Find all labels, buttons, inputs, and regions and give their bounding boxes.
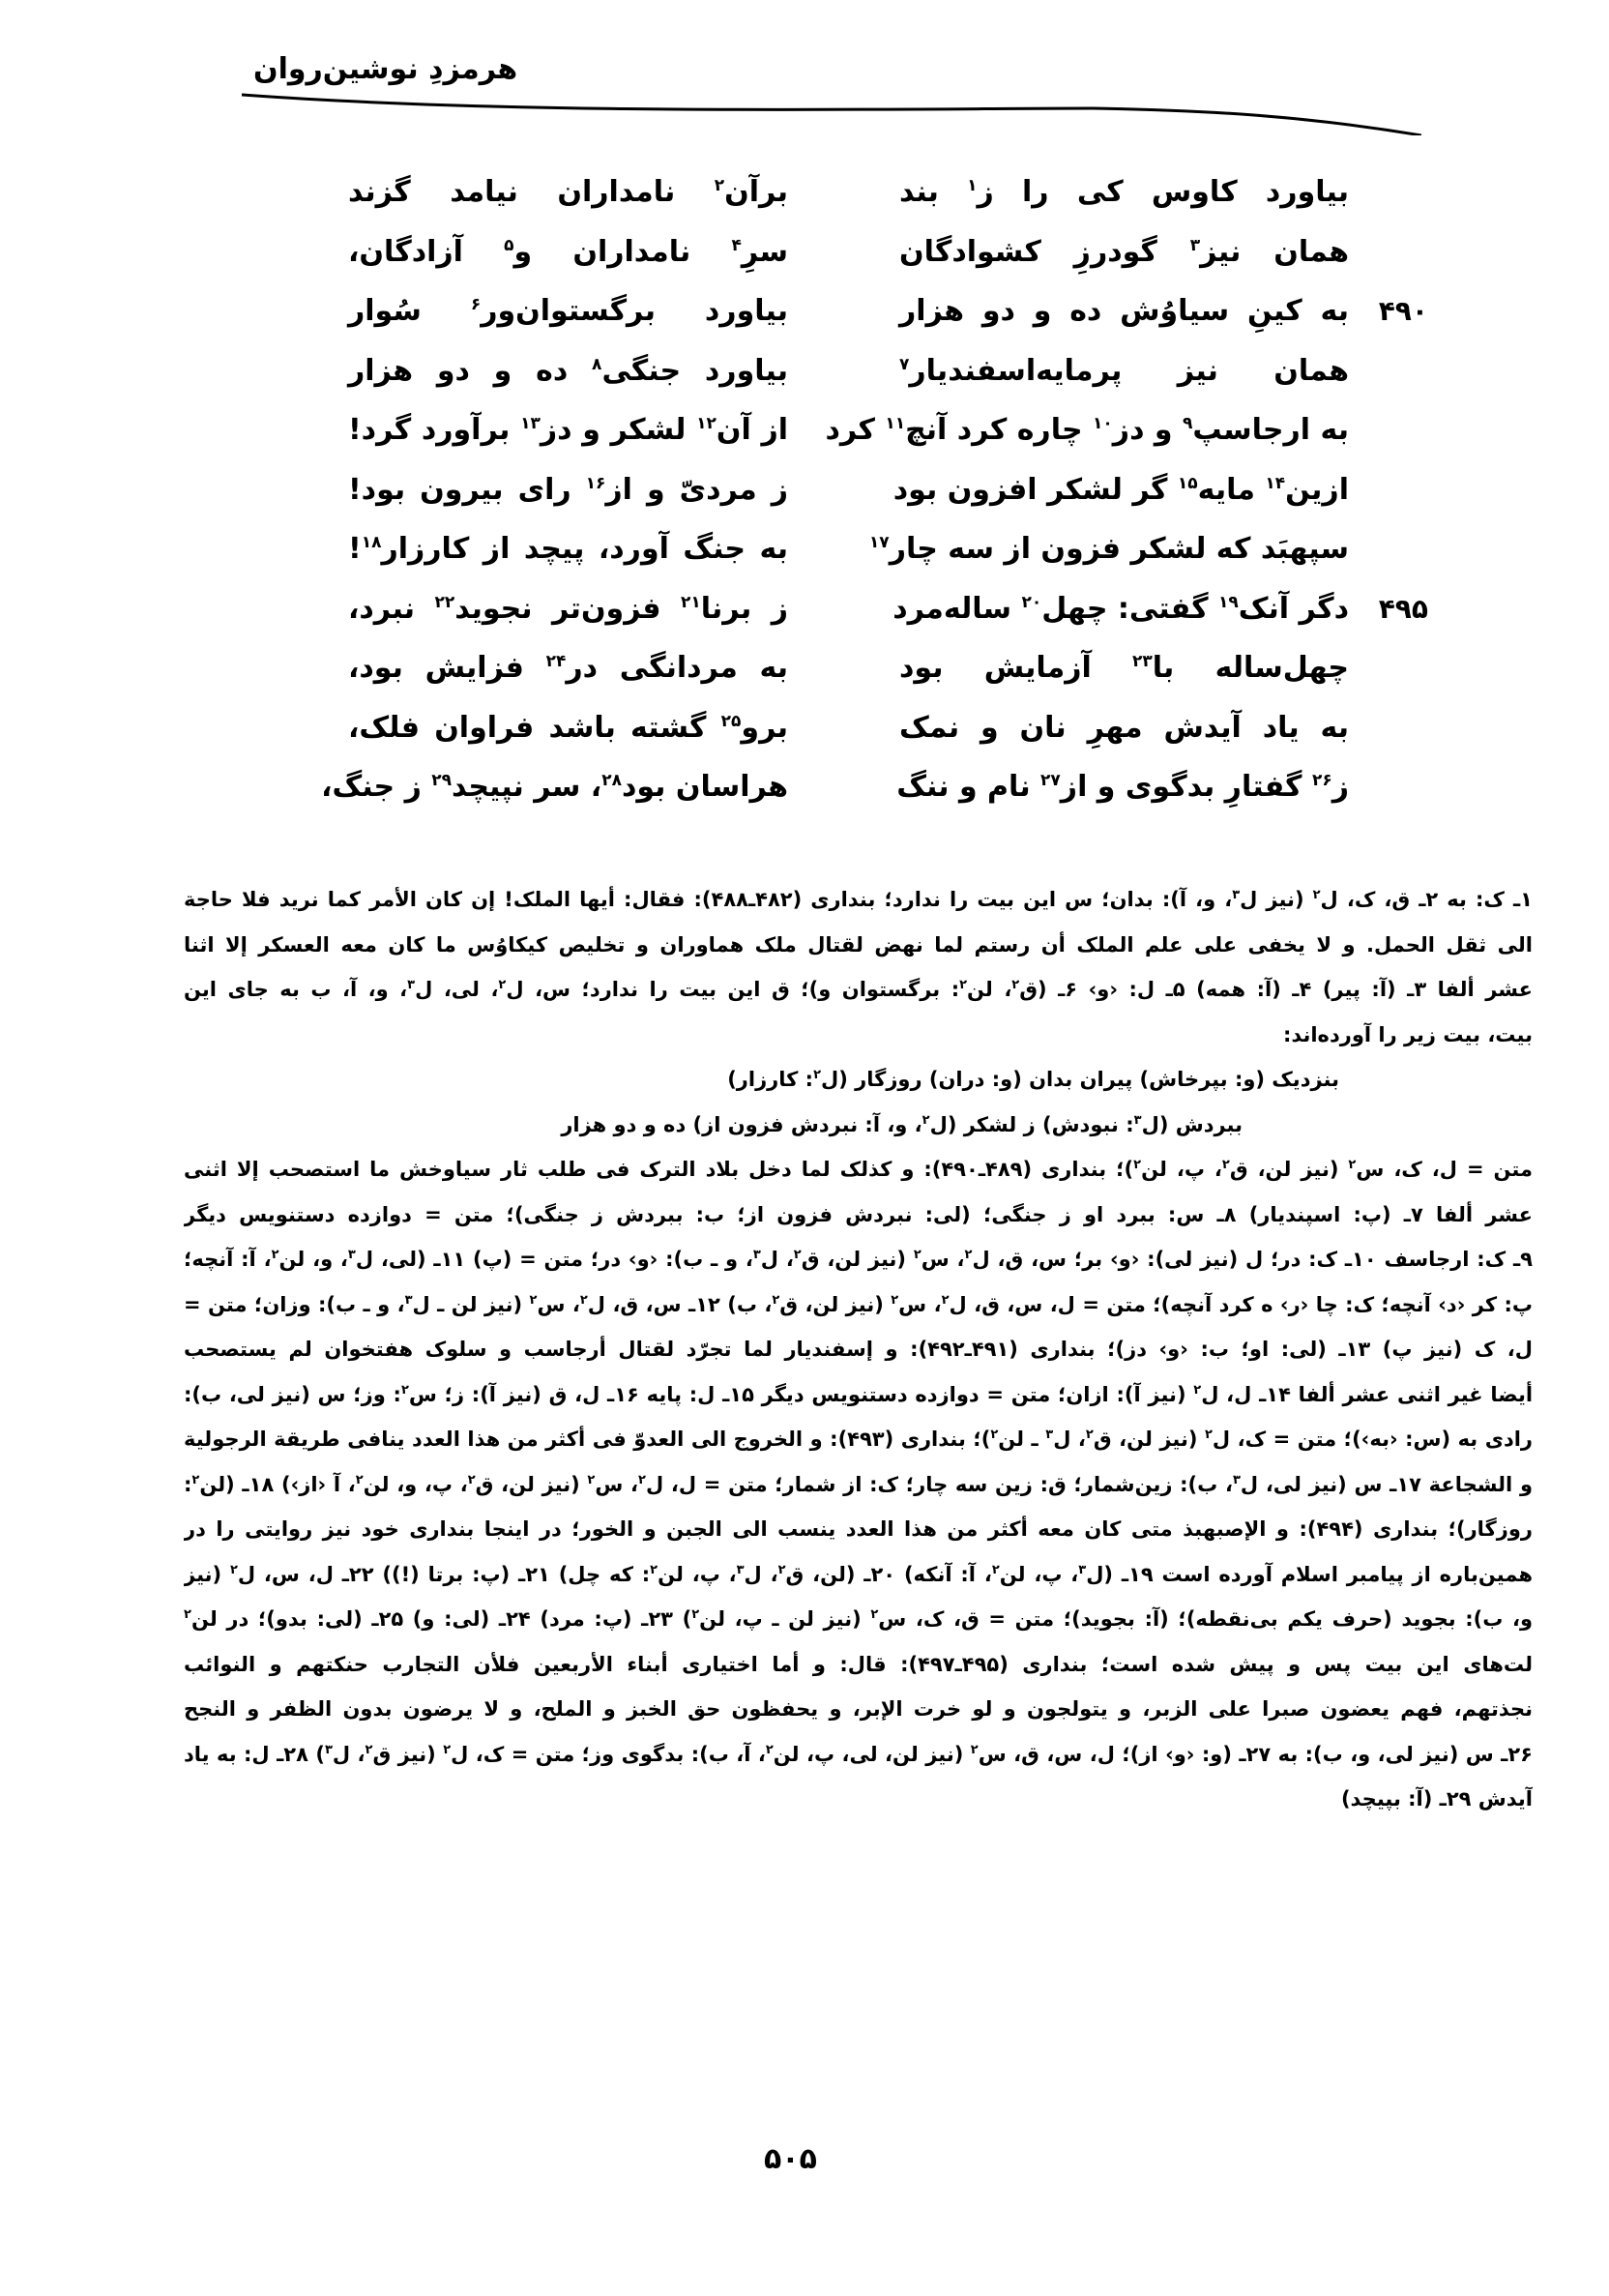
verse-hemistich: ز برنا$^{۲۱}$ فزون‌تر نجوید$^{۲۲}$ نبرد، xyxy=(348,591,788,626)
verse-text: ز$^{۲۶}$ گفتارِ بدگوی و از$^{۲۷}$ نام و ننگ xyxy=(896,770,1349,804)
verse-hemistich: برآن$^۲$ نامداران نیامد گزند xyxy=(348,175,788,209)
verse-text: به ارجاسپ$^۹$ و دز$^{۱۰}$ چاره کرد آنچ$^{۱۱}$ کرد xyxy=(825,413,1349,447)
verse-hemistich xyxy=(868,519,1349,579)
footnote-line: أیضا غیر اثنی عشر ألفا ۱۴ـ ل، ل$^۲$ (نیز آ): ازان؛ متن = دوازده دستنویس دیگر ۱۵ـ ل: پایه ۱۶ـ ل، ق (نیز آ): ز؛ س$^۲$: وز؛ س (نیز لی، ب): xyxy=(184,1382,1533,1406)
footnote-line: همین‌باره از پیامبر اسلام آورده است ۱۹ـ (ل$^۳$، پ، لن$^۲$، آ: آنکه) ۲۰ـ (لن، ق$^۲$، ل$^۳$، پ، لن$^۲$: که چل) ۲۱ـ (پ: برتا (!)) ۲۲ـ ل، س، ل$^۲$ (نیز xyxy=(184,1562,1533,1586)
verse-text: چهل‌ساله با$^{۲۳}$ آزمایش بود xyxy=(899,651,1350,685)
verse-text: بیاورد کاوس کی را ز$^۱$ بند xyxy=(899,175,1349,209)
verse-hemistich xyxy=(899,698,1349,758)
footnote-line: نجذتهم، فهم یعضون صبرا علی الزبر، و یتولجون و لو خرت الإبر، و یحفظون حق الخبز و الملح، و لا یرضون بدون الظفر و النجح xyxy=(184,1697,1533,1721)
footnote-line: الی ثقل الحمل. و لا یخفی علی علم الملک أن رستم لما نهض لقتال ملک هماوران و تخلیص کیکاوُس ما کان معه العسکر إلا اثنا xyxy=(184,932,1533,957)
verse-hemistich xyxy=(899,638,1349,698)
footnote-line: ۹ـ ک: ارجاسف ۱۰ـ ک: در؛ ل (نیز لی): ‹و› بر؛ س، ق، ل$^۲$، س$^۲$ (نیز لن، ق$^۲$، ل$^۳$، و ـ ب): ‹و› در؛ متن = (پ) ۱۱ـ (لی، ل$^۳$، و، لن$^۲$، آ: آنچه؛ xyxy=(184,1248,1533,1271)
verse-text: سپهبَد که لشکر فزون از سه چار$^{۱۷}$ xyxy=(868,532,1349,566)
footnote-line: روزگار)؛ بنداری (۴۹۴): و الإصبهبذ متی کان معه أکثر من هذا العدد ینسب الی الجبن و الخور؛ در اینجا بنداری خود نیز روایتی را در xyxy=(184,1517,1533,1541)
footnote-line: متن = ل، ک، س$^۲$ (نیز لن، ق$^۲$، پ، لن$^۲$)؛ بنداری (۴۸۹ـ۴۹۰): و کذلک لما دخل بلاد الترک فی طلب ثار سیاوخش ما استصحب إلا اثنی xyxy=(184,1158,1533,1181)
verse-hemistich xyxy=(825,400,1349,460)
verse-text: دگر آنک$^{۱۹}$ گفتی: چهل$^{۲۰}$ ساله‌مرد xyxy=(892,591,1349,626)
footnote-line: عشر ألفا ۳ـ (آ: پیر) ۴ـ (آ: همه) ۵ـ ل: ‹و› ۶ـ (ق$^۲$، لن$^۲$: برگستوان و)؛ ق این بیت را ندارد؛ س، ل$^۲$، لی، ل$^۳$، و، آ، ب به جای این xyxy=(184,978,1533,1001)
verse-hemistich: بیاورد برگستوان‌ور$^۶$ سُوار xyxy=(348,294,788,328)
footnote-line: پ: کر ‹د› آنچه؛ ک: چا ‹ر› ه کرد آنچه)؛ متن = ل، س، ق، ل$^۲$، س$^۲$ (نیز لن، ق$^۲$، ب) ۱۲ـ س، ق، ل$^۲$، س$^۲$ (نیز لن ـ ل$^۳$، و ـ ب): وزان؛ متن = xyxy=(184,1292,1533,1316)
verse-text: ازین$^{۱۴}$ مایه$^{۱۵}$ گر لشکر افزون بود xyxy=(892,472,1349,507)
footnote-line: لت‌های این بیت پس و پیش شده است؛ بنداری (۴۹۵ـ۴۹۷): قال: و أما اختیاری أبناء الأربعین فلأن التجارب حنکتهم و النوائب xyxy=(184,1652,1533,1676)
verse-number: ۴۹۰ xyxy=(1378,295,1428,327)
footnote-line: ۲۶ـ س (نیز لی، و، ب): به ۲۷ـ (و: ‹و› از)؛ ل، س، ق، س$^۲$ (نیز لن، لی، پ، لن$^۲$، آ، ب): بدگوی وز؛ متن = ک، ل$^۲$ (نیز ق$^۲$، ل$^۳$) ۲۸ـ ل: به یاد xyxy=(184,1742,1533,1766)
verse-text: همان نیز پرمایه‌اسفندیار$^۷$ xyxy=(899,353,1349,388)
footnote-line: ببردش (ل$^۳$: نبودش) ز لشکر (ل$^۲$، و، آ: نبردش فزون از) ده و دو هزار xyxy=(561,1112,1243,1136)
verse-hemistich: به مردانگی در$^{۲۴}$ فزایش بود، xyxy=(348,651,788,685)
page-number: ۵۰۵ xyxy=(764,2142,817,2176)
verse-hemistich xyxy=(892,460,1349,520)
verse-hemistich: ز مردیّ و از$^{۱۶}$ رای بیرون بود! xyxy=(348,472,788,507)
verse-text: همان نیز$^۳$ گودرزِ کشوادگان xyxy=(899,234,1350,269)
verse-column-right xyxy=(825,162,1428,817)
footnote-line: و الشجاعة ۱۷ـ س (نیز لی، ل$^۳$، ب): زین‌شمار؛ ق: زین سه چار؛ ک: از شمار؛ متن = ل، ل$^۲$، س$^۲$ (نیز لن، ق$^۲$، پ، و، لن$^۲$، آ ‹از›) ۱۸ـ (لن$^۲$: xyxy=(184,1472,1533,1496)
footnote-line: ۱ـ ک: به ۲ـ ق، ک، ل$^۲$ (نیز ل$^۳$، و، آ): بدان؛ س این بیت را ندارد؛ بنداری (۴۸۲ـ۴۸۸): فقال: أیها الملک! إن کان الأمر کما نرید فلا حاجة xyxy=(184,888,1533,911)
header-rule xyxy=(242,87,1421,135)
verse-hemistich: سرِ$^۴$ نامداران و$^۵$ آزادگان، xyxy=(348,234,788,269)
verse-hemistich xyxy=(896,757,1349,817)
verse-text: به یاد آیدش مهرِ نان و نمک xyxy=(899,710,1349,745)
footnote-line: و، ب): بجوید (حرف یکم بی‌نقطه)؛ (آ: بجوید)؛ متن = ق، ک، س$^۲$ (نیز لن ـ پ، لن$^۲$) ۲۳ـ (پ: مرد) ۲۴ـ (لی: و) ۲۵ـ (لی: بدو)؛ در لن$^۲$ xyxy=(184,1607,1533,1631)
footnote-line: بیت، بیت زیر را آورده‌اند: xyxy=(1282,1022,1533,1046)
verse-hemistich xyxy=(899,162,1349,222)
verse-hemistich: به جنگ آورد، پیچد از کارزار$^{۱۸}$! xyxy=(348,532,788,566)
footnote-line: آیدش ۲۹ـ (آ: بپیچد) xyxy=(1340,1787,1533,1810)
verse-hemistich xyxy=(899,281,1428,341)
verse-text: به کینِ سیاوُش ده و دو هزار xyxy=(899,294,1349,328)
running-title: هرمزدِ نوشین‌روان xyxy=(253,52,518,86)
verse-number: ۴۹۵ xyxy=(1378,592,1428,625)
verse-hemistich: برو$^{۲۵}$ گشته باشد فراوان فلک، xyxy=(348,710,788,745)
footnotes xyxy=(184,877,1533,1822)
verse-hemistich: بیاورد جنگی$^۸$ ده و دو هزار xyxy=(348,353,788,388)
footnote-line: عشر ألفا ۷ـ (پ: اسپندیار) ۸ـ س: ببرد او ز جنگی؛ (لی: نبردش فزون از؛ ب: ببردش ز جنگی)؛ متن = دوازده دستنویس دیگر xyxy=(184,1202,1533,1226)
footnote-line: رادی به (س: ‹به›)؛ متن = ک، ل$^۲$ (نیز لن، ق$^۲$، ل$^۳$ ـ لن$^۲$)؛ بنداری (۴۹۳): و الخروج الی العدوّ فی أکثر من هذا العدد ینافی طریقة الرجولیة xyxy=(184,1428,1533,1451)
footnote-line: ل، ک (نیز پ) ۱۳ـ (لی: او؛ ب: ‹و› دز)؛ بنداری (۴۹۱ـ۴۹۲): و إسفندیار لما تجرّد لقتال أرجاسب و سلوک هفتخوان لم یستصحب xyxy=(184,1338,1533,1361)
footnote-line: بنزدیک (و: بپرخاش) پیران بدان (و: دران) روزگار (ل$^۲$: کارزار) xyxy=(727,1068,1339,1091)
verse-hemistich xyxy=(892,579,1428,639)
verse-column-left xyxy=(321,162,788,817)
verse-hemistich xyxy=(899,222,1349,282)
verse-hemistich xyxy=(899,341,1349,401)
verse-hemistich: هراسان بود$^{۲۸}$، سر نپیچد$^{۲۹}$ ز جنگ، xyxy=(321,770,788,804)
verse-hemistich: از آن$^{۱۲}$ لشکر و دز$^{۱۳}$ برآورد گرد! xyxy=(348,413,788,447)
